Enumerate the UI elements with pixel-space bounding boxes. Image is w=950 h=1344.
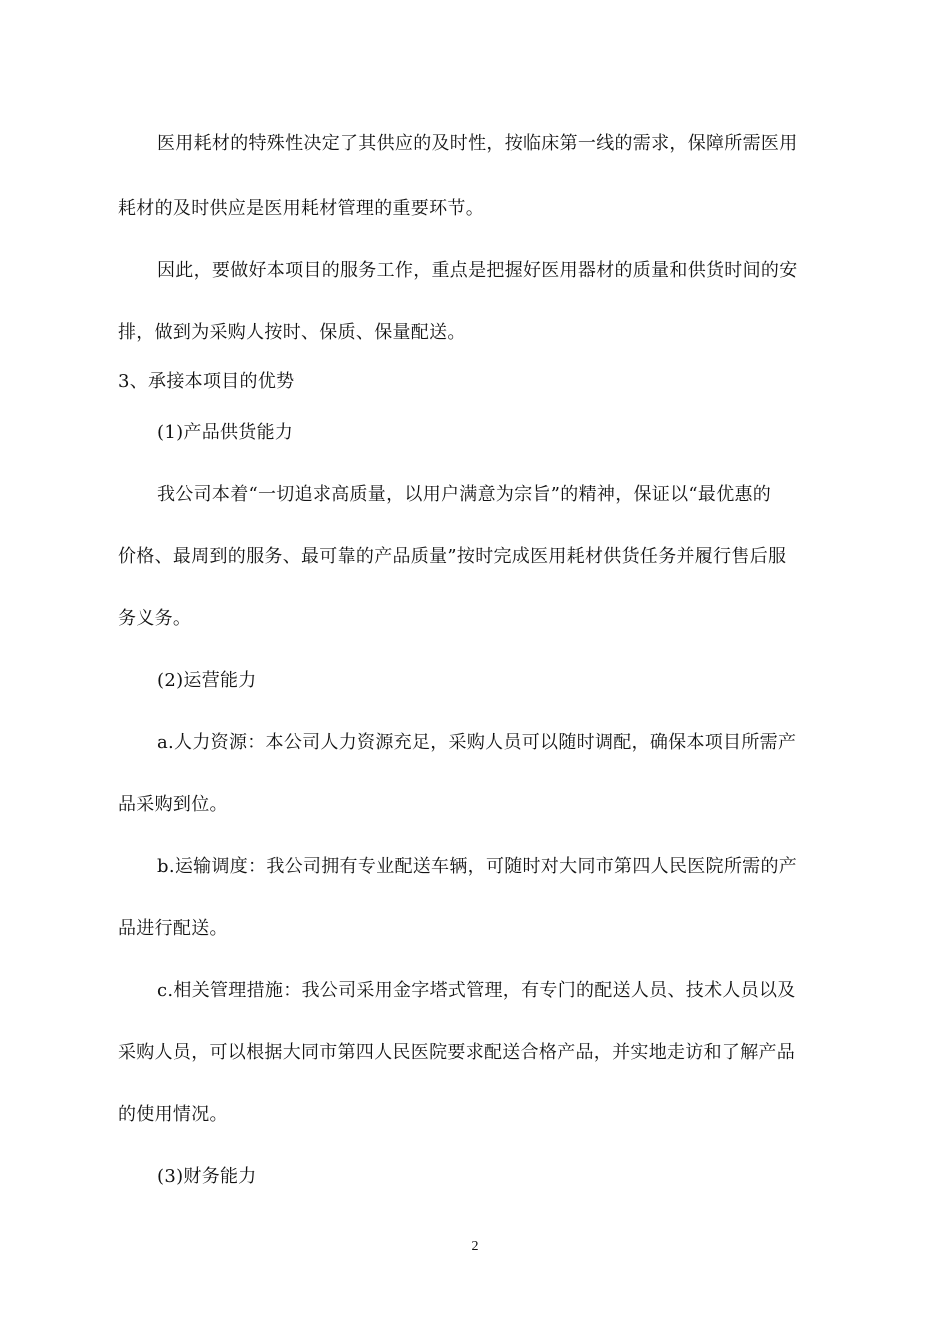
subsection-heading: (3)财务能力 <box>157 1166 257 1187</box>
subsection-heading: (2)运营能力 <box>157 670 257 691</box>
page-number: 2 <box>471 1239 479 1254</box>
paragraph-line: b.运输调度：我公司拥有专业配送车辆，可随时对大同市第四人民医院所需的产 <box>157 856 798 877</box>
paragraph-line: 品采购到位。 <box>118 794 228 815</box>
paragraph-line: 的使用情况。 <box>118 1104 228 1125</box>
paragraph-line: 排，做到为采购人按时、保质、保量配送。 <box>118 322 466 343</box>
paragraph-line: 价格、最周到的服务、最可靠的产品质量”按时完成医用耗材供货任务并履行售后服 <box>118 546 787 567</box>
paragraph-line: a.人力资源：本公司人力资源充足，采购人员可以随时调配，确保本项目所需产 <box>157 732 797 753</box>
paragraph-line: 耗材的及时供应是医用耗材管理的重要环节。 <box>118 198 484 219</box>
section-heading: 3、承接本项目的优势 <box>118 371 295 392</box>
paragraph-line: 务义务。 <box>118 608 192 629</box>
subsection-heading: (1)产品供货能力 <box>157 422 294 443</box>
paragraph-line: 品进行配送。 <box>118 918 228 939</box>
paragraph-line: 我公司本着“一切追求高质量，以用户满意为宗旨”的精神，保证以“最优惠的 <box>157 484 772 505</box>
paragraph-line: 采购人员，可以根据大同市第四人民医院要求配送合格产品，并实地走访和了解产品 <box>118 1042 796 1063</box>
paragraph-line: 医用耗材的特殊性决定了其供应的及时性，按临床第一线的需求，保障所需医用 <box>157 133 798 154</box>
paragraph-line: c.相关管理措施：我公司采用金字塔式管理，有专门的配送人员、技术人员以及 <box>157 980 796 1001</box>
paragraph-line: 因此，要做好本项目的服务工作，重点是把握好医用器材的质量和供货时间的安 <box>157 260 798 281</box>
